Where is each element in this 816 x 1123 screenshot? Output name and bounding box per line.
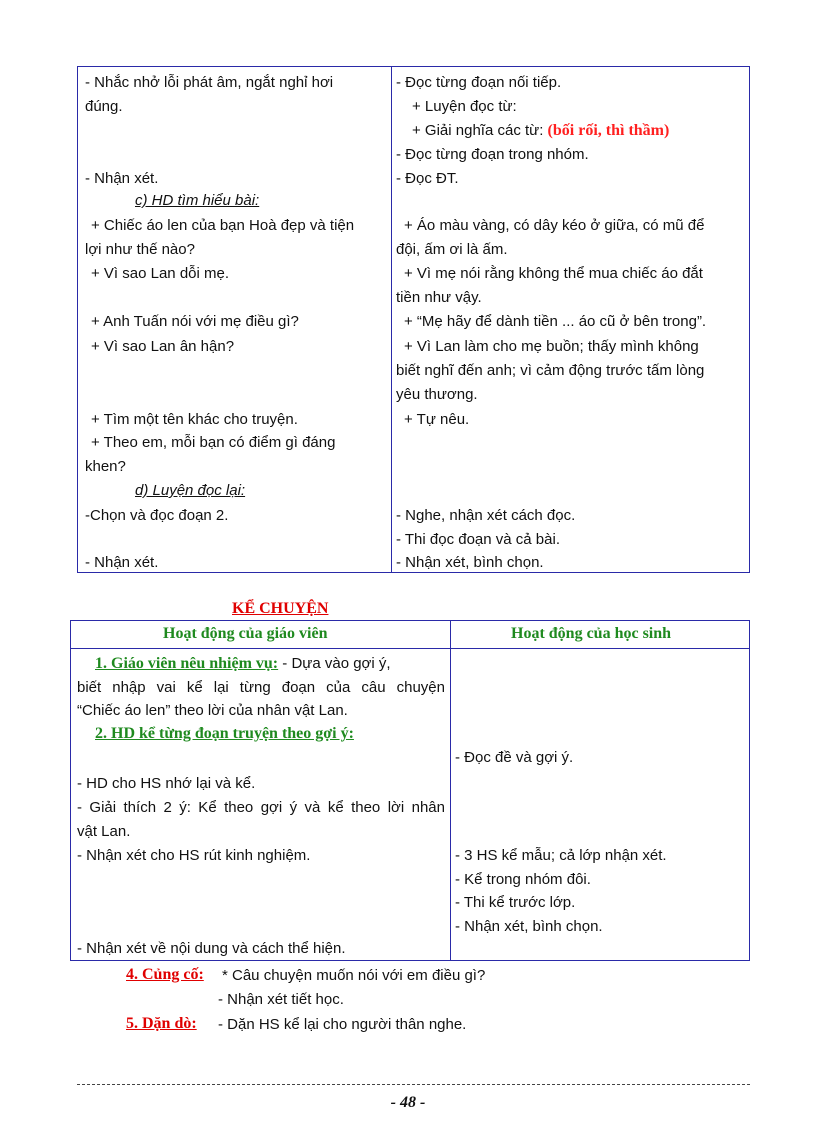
left-line: + Vì sao Lan ân hận? <box>91 338 235 355</box>
right-line: tiền như vậy. <box>396 289 482 306</box>
right-line: - Nghe, nhận xét cách đọc. <box>396 507 576 524</box>
right-line: biết nghĩ đến anh; vì cảm động trước tấm lòng <box>396 362 705 379</box>
left-line: + Tìm một tên khác cho truyện. <box>91 411 298 428</box>
label-dan-do: 5. Dặn dò: <box>126 1015 197 1032</box>
left-line: đúng. <box>85 98 123 115</box>
left-line: - Nhận xét. <box>85 554 159 571</box>
right-line <box>412 121 669 141</box>
homework-text: - Dặn HS kể lại cho người thân nghe. <box>218 1016 467 1033</box>
right-line: - Đọc ĐT. <box>396 170 459 187</box>
right-line: + Vì Lan làm cho mẹ buồn; thấy mình không <box>404 338 699 355</box>
header-teacher: Hoạt động của giáo viên <box>163 625 328 642</box>
header-student: Hoạt động của học sinh <box>511 625 672 642</box>
right-line: - Kể trong nhóm đôi. <box>455 871 591 888</box>
left-line: “Chiếc áo len” theo lời của nhân vật Lan. <box>77 702 348 719</box>
page-number: - 48 - <box>390 1094 426 1111</box>
heading-teacher-task: 1. Giáo viên nêu nhiệm vụ: <box>95 655 279 672</box>
left-line: - Giải thích 2 ý: Kể theo gợi ý và kể theo lời nhân <box>77 799 445 816</box>
column-divider <box>450 621 451 960</box>
right-line: + Luyện đọc từ: <box>412 98 517 115</box>
left-line: - Nhận xét cho HS rút kinh nghiệm. <box>77 847 311 864</box>
left-line: - Nhận xét. <box>85 170 159 187</box>
consolidation-review: - Nhận xét tiết học. <box>218 991 344 1008</box>
header-divider <box>71 648 749 649</box>
left-line: lợi như thế nào? <box>85 241 195 258</box>
left-line: khen? <box>85 458 126 475</box>
right-line: - Nhận xét, bình chọn. <box>396 554 544 571</box>
left-line: - HD cho HS nhớ lại và kể. <box>77 775 256 792</box>
left-line: + Vì sao Lan dỗi mẹ. <box>91 265 230 282</box>
vocab-highlight: (bối rối, thì thầm) <box>547 122 670 139</box>
right-line: - Nhận xét, bình chọn. <box>455 918 603 935</box>
left-line: - Nhận xét về nội dung và cách thể hiện. <box>77 940 346 957</box>
right-line: + Vì mẹ nói rằng không thể mua chiếc áo đắt <box>404 265 703 282</box>
task-text: - Dựa vào gợi ý, <box>278 655 391 672</box>
right-line: + Áo màu vàng, có dây kéo ở giữa, có mũ để <box>404 217 705 234</box>
lesson-table-storytelling <box>70 620 750 961</box>
left-line: + Chiếc áo len của bạn Hoà đẹp và tiện <box>91 217 355 234</box>
left-line: -Chọn và đọc đoạn 2. <box>85 507 229 524</box>
right-line: đội, ấm ơi là ấm. <box>396 241 508 258</box>
left-line: - Nhắc nhở lỗi phát âm, ngắt nghỉ hơi <box>85 74 334 91</box>
label-cung-co: 4. Củng cố: <box>126 966 204 983</box>
right-line: - Thi kể trước lớp. <box>455 894 576 911</box>
left-line: vật Lan. <box>77 823 131 840</box>
consolidation-row <box>126 965 204 985</box>
right-line: - Đọc từng đoạn trong nhóm. <box>396 146 589 163</box>
left-line: biết nhập vai kể lại từng đoạn của câu chuyện <box>77 679 445 696</box>
consolidation-question: * Câu chuyện muốn nói với em điều gì? <box>222 967 486 984</box>
heading-hd-ke <box>95 724 354 744</box>
left-line: + Anh Tuấn nói với mẹ điều gì? <box>91 313 299 330</box>
right-line: - Thi đọc đoạn và cả bài. <box>396 531 560 548</box>
left-line: + Theo em, mỗi bạn có điểm gì đáng <box>91 434 336 451</box>
right-line: + Tự nêu. <box>404 411 470 428</box>
section-title-ke-chuyen: KỂ CHUYỆN <box>232 600 329 617</box>
right-line: + “Mẹ hãy để dành tiền ... áo cũ ở bên trong”. <box>404 313 707 330</box>
right-line-text: + Giải nghĩa các từ: <box>412 122 544 139</box>
homework-row <box>126 1014 197 1034</box>
right-line: - Đọc đề và gợi ý. <box>455 749 574 766</box>
column-divider <box>391 67 392 572</box>
right-line: - Đọc từng đoạn nối tiếp. <box>396 74 562 91</box>
lesson-table-reading <box>77 66 750 573</box>
heading-hd-ke-text: 2. HD kể từng đoạn truyện theo gợi ý: <box>95 725 354 742</box>
subheading-luyen-doc-lai: d) Luyện đọc lại: <box>135 482 246 499</box>
subheading-hd-tim-hieu: c) HD tìm hiểu bài: <box>135 192 260 209</box>
task-line <box>95 654 391 674</box>
footer-dashed-line <box>77 1084 750 1085</box>
right-line: - 3 HS kể mẫu; cả lớp nhận xét. <box>455 847 667 864</box>
right-line: yêu thương. <box>396 386 478 403</box>
